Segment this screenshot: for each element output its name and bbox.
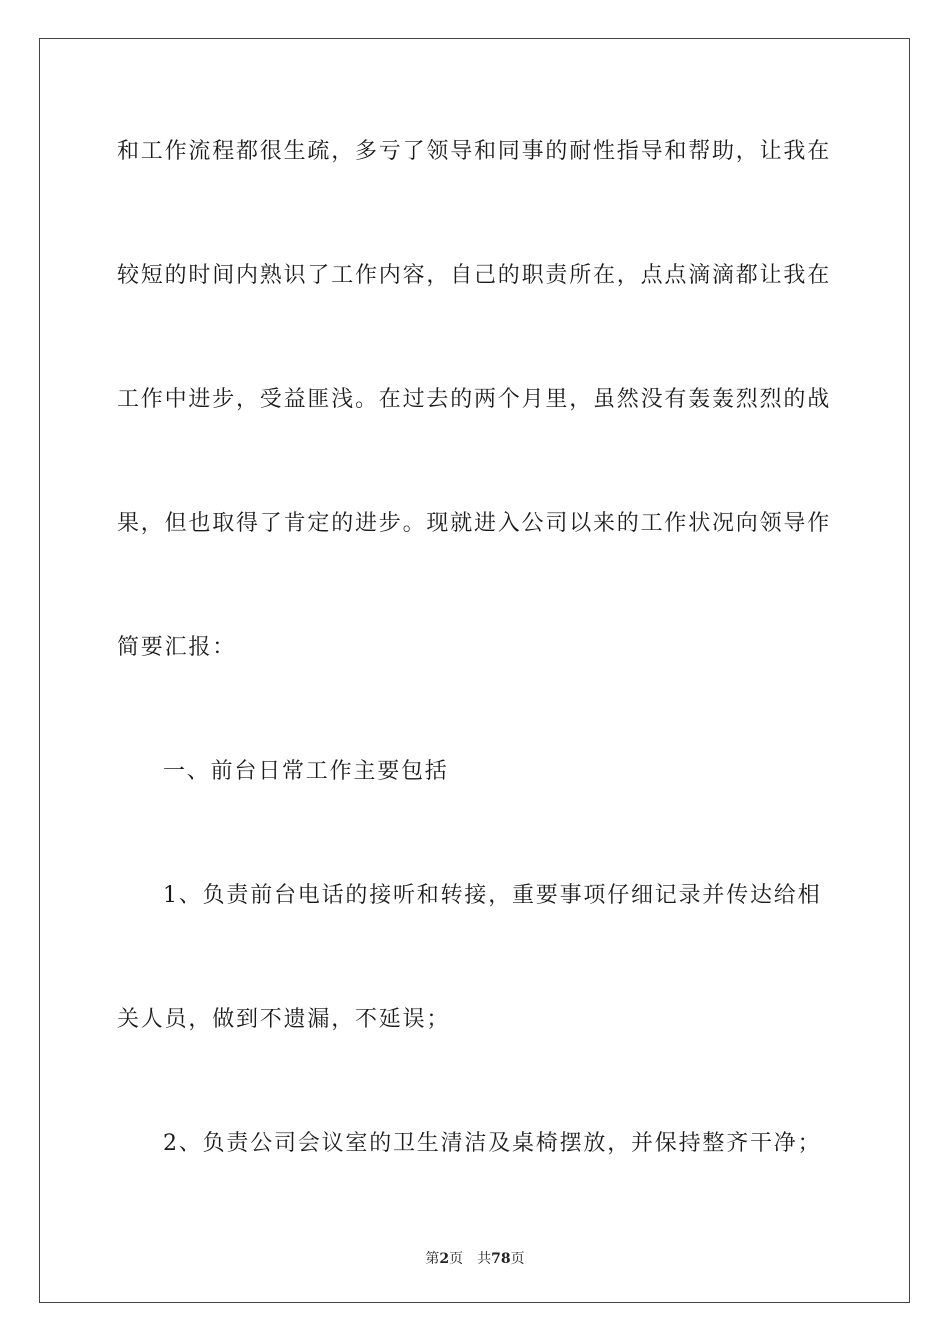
total-pages-number: 78 <box>491 1251 511 1267</box>
footer-total-prefix: 共 <box>477 1251 492 1267</box>
paragraph-line: 工作中进步，受益匪浅。在过去的两个月里，虽然没有轰轰烈烈的战 <box>117 387 832 412</box>
list-item: 2、负责公司会议室的卫生清洁及桌椅摆放，并保持整齐干净； <box>163 1131 822 1156</box>
paragraph-line: 果，但也取得了肯定的进步。现就进入公司以来的工作状况向领导作 <box>117 511 832 536</box>
list-item-continuation: 关人员，做到不遗漏，不延误； <box>117 1007 451 1032</box>
section-heading: 一、前台日常工作主要包括 <box>163 759 449 784</box>
paragraph-line: 简要汇报： <box>117 635 237 660</box>
page-footer <box>0 1248 950 1268</box>
list-item: 1、负责前台电话的接听和转接，重要事项仔细记录并传达给相 <box>163 883 822 908</box>
page-border <box>39 38 910 1303</box>
paragraph-line: 和工作流程都很生疏，多亏了领导和同事的耐性指导和帮助，让我在 <box>117 139 832 164</box>
footer-page-prefix: 第 <box>425 1251 440 1267</box>
paragraph-line: 较短的时间内熟识了工作内容，自己的职责所在，点点滴滴都让我在 <box>117 263 832 288</box>
current-page-number: 2 <box>439 1251 450 1267</box>
footer-page-suffix: 页 <box>449 1251 464 1267</box>
footer-total-suffix: 页 <box>510 1251 525 1267</box>
